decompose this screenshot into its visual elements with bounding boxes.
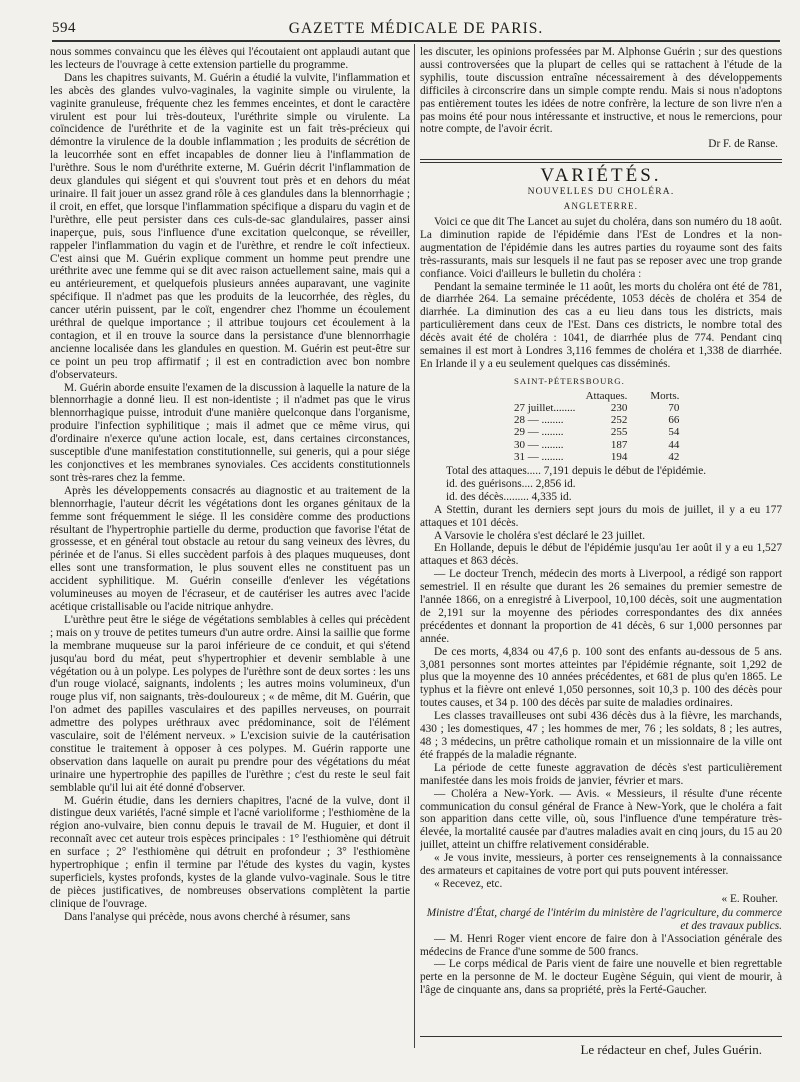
section-subtitle: NOUVELLES DU CHOLÉRA. bbox=[527, 187, 675, 198]
left-column bbox=[50, 46, 410, 1050]
totals-note: id. bbox=[559, 490, 572, 503]
totals-label: id. des guérisons.... bbox=[446, 477, 533, 490]
footer-rule bbox=[420, 1036, 782, 1037]
paragraph: L'urèthre peut être le siége de végétations semblables à celles qui précèdent ; mais on y trouve de petites tumeurs d'un autre ordre. Ainsi la saillie que forme la membrane muqueuse sur la paroi inférieure de ce conduit, et qui s'étend jusqu'au bord du méat, peut s'hypertrophier et devenir semblable à une végétation ou à un polype. Les polypes de l'urèthre sont de deux sortes : les uns d'un rouge violacé, saignants, indolents ; les autres moins volumineux, d'un rouge plus vif, non saignants, très-douloureux ; « de même, dit M. Guérin, que l'on admet des papilles vasculaires et des papilles nerveuses, on pourrait admettre des polypes uréthraux avec prédominance, soit de l'élément vasculaire, soit de l'élément nerveux. » L'excision suivie de la cautérisation constitue le traitement à opposer à ces polypes. M. Guérin rapporte une observation dans laquelle on aurait pu prendre pour des végétations du méat urinaire une hypertrophie des papilles de l'urèthre ; c'est du reste le seul fait semblable qu'il lui ait été donné d'observer. bbox=[50, 613, 410, 794]
minister-title: Ministre d'État, chargé de l'intérim du ministère de l'agriculture, du commerce et des travaux publics. bbox=[426, 906, 782, 932]
totals-row bbox=[446, 491, 782, 504]
editor-credit: Le rédacteur en chef, Jules Guérin. bbox=[580, 1042, 762, 1057]
date-cell: 29 — ........ bbox=[514, 426, 564, 439]
table-row bbox=[514, 439, 685, 451]
paragraph: Après les développements consacrés au diagnostic et au traitement de la blennorrhagie, l'auteur décrit les végétations dont les organes génitaux de la femme sont fréquemment le siége. Il les considère comme des productions résultant de l'hypertrophie partielle du derme, production que favorise l'état de grossesse, et en général tout obstacle au retour du sang veineux des lèvres, du périnée et de l'anus. Si elles succèdent parfois à des plaques muqueuses, dont elles sont une transformation, le plus souvent elles ne constituent pas un accident syphilitique. M. Guérin conseille d'enlever les végétations volumineuses au moyen de l'écraseur, et de cautériser les autres avec l'acide acétique cristallisable ou l'acide nitrique anhydre. bbox=[50, 484, 410, 613]
totals-note: depuis le début de l'épidémie. bbox=[571, 464, 707, 477]
paragraph: — Le docteur Trench, médecin des morts à Liverpool, a rédigé son rapport semestriel. Il en résulte que durant les 26 semaines du premier semestre de l'année 1866, on a enregistré à Liverpool, 10,100 décès, soit une augmentation de 2,191 sur la moyenne des périodes correspondantes des dix années précédentes et donnant la proportion de 41 décès, 6 sur 1,000 personnes par année. bbox=[420, 568, 782, 645]
paragraph: Voici ce que dit The Lancet au sujet du choléra, dans son numéro du 18 août. La diminution rapide de l'épidémie dans l'Est de Londres et la non-augmentation de l'épidémie dans les autres parties du royaume sont des faits très-rassurants, mais sur lesquels il ne faut pas se reposer avec une trop grande confiance. Voici d'ailleurs le bulletin du choléra : bbox=[420, 215, 782, 280]
column-header: Attaques. bbox=[585, 389, 628, 402]
country-heading: ANGLETERRE. bbox=[563, 201, 639, 212]
paragraph: les discuter, les opinions professées par M. Alphonse Guérin ; sur des questions aussi controversées que la plupart de celles qui se rattachent à l'étude de la syphilis, toute discussion entraîne nécessairement à des développements difficiles à circonscrire dans un simple compte rendu. Mais si nous n'adoptons pas entièrement toutes les idées de notre confrère, la lecture de son livre n'en a pas moins été pour nous intéressante et instructive, et nous le remercions, pour notre compte, de l'avoir écrit. bbox=[420, 46, 782, 136]
author-signature: Dr F. de Ranse. bbox=[708, 138, 778, 151]
deaths-cell: 66 bbox=[668, 414, 680, 427]
totals-value: 4,335 bbox=[531, 490, 558, 503]
paragraph: De ces morts, 4,834 ou 47,6 p. 100 sont des enfants au-dessous de 5 ans. 3,081 personnes sont mortes atteintes par l'épidémie régnante, soit 1,292 de plus que la moyenne des 10 années précédentes, et 681 de plus qu'en 1865. Le typhus et la fièvre ont enlevé 1,050 personnes, soit 10,3 p. 100 des décès pour toutes causes, et 34 p. 100 des décès par suite de maladies ordinaires. bbox=[420, 645, 782, 710]
paragraph: « Je vous invite, messieurs, à porter ces renseignements à la connaissance des armateurs et capitaines de votre port qui puts pouvent intéresser. bbox=[420, 852, 782, 878]
date-cell: 30 — ........ bbox=[514, 438, 564, 451]
table-header-row bbox=[514, 390, 685, 402]
paragraph: A Varsovie le choléra s'est déclaré le 23 juillet. bbox=[434, 529, 646, 542]
section-rule bbox=[420, 159, 782, 163]
page-number: 594 bbox=[52, 20, 76, 36]
section-title: VARIÉTÉS. bbox=[540, 165, 662, 187]
paragraph: Pendant la semaine terminée le 11 août, les morts du choléra ont été de 781, de diarrhée 264. La semaine précédente, 1053 décès de choléra et 354 de diarrhée. La diminution des cas a eu lieu dans tous les districts, mais particulièrement dans ceux de l'Est. Dans ces districts, le nombre total des décès avait été de choléra : 1041, de diarrhée plus de 774. Pendant cinq semaines il est mort à Londres 3,116 femmes de choléra et 1,338 de diarrhée. En Irlande il y a eu seulement quelques cas disséminés. bbox=[420, 280, 782, 370]
totals-row bbox=[446, 478, 782, 491]
attacks-cell: 187 bbox=[610, 438, 628, 451]
totals-block bbox=[446, 465, 782, 504]
table-row bbox=[514, 426, 685, 438]
totals-value: 7,191 bbox=[543, 464, 570, 477]
cholera-stats-table bbox=[514, 390, 685, 463]
rouher-signature: « E. Rouher. bbox=[721, 892, 778, 905]
table-row bbox=[514, 451, 685, 463]
table-row bbox=[514, 414, 685, 426]
attacks-cell: 255 bbox=[610, 426, 628, 439]
right-column bbox=[420, 46, 782, 1056]
paragraph: La période de cette funeste aggravation de décès s'est particulièrement manifestée dans les mois froids de janvier, février et mars. bbox=[420, 761, 782, 787]
column-header: Morts. bbox=[650, 389, 680, 402]
date-cell: 28 — ........ bbox=[514, 414, 564, 427]
totals-value: 2,856 bbox=[535, 477, 562, 490]
stats-city-heading: SAINT-PÉTERSBOURG. bbox=[514, 375, 625, 386]
paragraph: nous sommes convaincu que les élèves qui l'écoutaient ont applaudi autant que les lecteurs de l'ouvrage à cette extension partielle du programme. bbox=[50, 46, 410, 71]
table-row bbox=[514, 402, 685, 414]
column-divider bbox=[414, 44, 415, 1048]
paragraph: En Hollande, depuis le début de l'épidémie jusqu'au 1er août il y a eu 1,527 attaques et 863 décès. bbox=[420, 542, 782, 568]
paragraph: M. Guérin aborde ensuite l'examen de la discussion à laquelle la nature de la blennorrhagie a donné lieu. Il est non-identiste ; il n'admet pas que le virus blennorrhagique puisse, introduit d'une manière quelconque dans l'organisme, produire l'infection syphilitique ; mais il admet que ce même virus, qui d'ordinaire n'exerce qu'une action locale, est, dans certaines circonstances, susceptible d'une manifestation constitutionnelle, sui generis, qui a pour siége les conjonctives et les membranes synoviales. Ces accidents constitutionnels sont très-rares chez la femme. bbox=[50, 381, 410, 484]
deaths-cell: 70 bbox=[668, 401, 680, 414]
header-rule bbox=[52, 40, 780, 42]
paragraph: « Recevez, etc. bbox=[434, 877, 503, 890]
date-cell: 31 — ........ bbox=[514, 450, 564, 463]
totals-row bbox=[446, 465, 782, 478]
page-header bbox=[52, 14, 780, 42]
paragraph: Les classes travailleuses ont subi 436 décès dus à la fièvre, les marchands, 430 ; les domestiques, 47 ; les hommes de mer, 76 ; les soldats, 8 ; les autres, 48 ; 3 médecins, un prêtre catholique romain et un missionnaire de la ville ont été frappés de la maladie régnante. bbox=[420, 710, 782, 761]
totals-label: id. des décès......... bbox=[446, 490, 529, 503]
paragraph: — Choléra a New-York. — Avis. « Messieurs, il résulte d'une récente communication du consul général de France à New-York, que le choléra a fait son apparition dans cette ville, où, sous l'influence d'une température très-élevée, la mortalité causée par d'autres maladies avait en cinq jours, du 15 au 20 juillet, atteint un chiffre relativement considérable. bbox=[420, 787, 782, 852]
attacks-cell: 230 bbox=[610, 401, 628, 414]
attacks-cell: 252 bbox=[610, 414, 628, 427]
paragraph: A Stettin, durant les derniers sept jours du mois de juillet, il y a eu 177 attaques et 101 décès. bbox=[420, 503, 782, 529]
attacks-cell: 194 bbox=[610, 450, 628, 463]
totals-note: id. bbox=[564, 477, 576, 490]
paragraph: Dans l'analyse qui précède, nous avons cherché à résumer, sans bbox=[64, 910, 351, 923]
paragraph: M. Guérin étudie, dans les derniers chapitres, l'acné de la vulve, dont il distingue deux variétés, l'acné simple et l'acné varioliforme ; l'esthiomène de la région ano-vulvaire, bien connu depuis le travail de M. Huguier, et dont il reconnaît avec cet auteur trois espèces principales : 1° l'esthiomène qui détruit en surface ; 2° l'esthiomène qui détruit en profondeur ; 3° l'esthiomène hypertrophique ; enfin il termine par l'étude des kystes du vagin, kystes superficiels, kystes profonds, kystes de la glande vulvo-vaginale. Sous le titre de pièces justificatives, de nombreuses observations complètent la partie clinique de l'ouvrage. bbox=[50, 794, 410, 910]
paragraph: — M. Henri Roger vient encore de faire don à l'Association générale des médecins de France d'une somme de 500 francs. bbox=[420, 932, 782, 958]
deaths-cell: 42 bbox=[668, 450, 680, 463]
deaths-cell: 54 bbox=[668, 426, 680, 439]
date-cell: 27 juillet........ bbox=[514, 401, 576, 414]
totals-label: Total des attaques..... bbox=[446, 464, 541, 477]
deaths-cell: 44 bbox=[668, 438, 680, 451]
paragraph: — Le corps médical de Paris vient de faire une nouvelle et bien regrettable perte en la personne de M. le docteur Eugène Séguin, qui vient de mourir, à l'âge de cinquante ans, dans sa propriété, près la Ferté-Gaucher. bbox=[420, 958, 782, 997]
running-title: GAZETTE MÉDICALE DE PARIS. bbox=[288, 20, 544, 37]
paragraph: Dans les chapitres suivants, M. Guérin a étudié la vulvite, l'inflammation et les abcès des glandes vulvo-vaginales, la vaginite simple ou virulente, la vaginite granuleuse, fréquente chez les femmes enceintes, et dont le caractère virulent est pour lui très-douteux, l'uréthrite simple ou virulente. La coïncidence de l'uréthrite et de la vaginite est un fait très-précieux qui démontre la virulence de la double inflammation ; les produits de sécrétion de la leucorrhée sont en effet incapables de donner lieu à l'inflammation de l'urèthre. Sous le nom d'uréthrite externe, M. Guérin décrit l'inflammation de deux glandules qui siégent et qui s'ouvrent tout près et en dehors du méat urinaire. Il fait jouer un assez grand rôle à ces glandules dans la blennorrhagie ; il croit, en effet, que lorsque l'inflammation spécifique a disparu du vagin et de l'urèthre, elle peut persister dans ces culs-de-sac glandulaires, passer ainsi inaperçue, puis, sous l'influence d'une excitation quelconque, se réveiller, rappeler l'inflammation du vagin et de l'urèthre, et rendre le coït infectieux. C'est ainsi que M. Guérin explique comment un homme peut prendre une uréthrite avec une femme qui se dit avec raison actuellement saine, mais qui a eu antérieurement, et quelquefois plusieurs années auparavant, une vaginite spécifique. Il n'admet pas que les produits de la leucorrhée, des règles, du cancer utérin puissent, par le coït, engendrer chez l'homme un écoulement uréthral de quelque importance ; il attribue toujours cet écoulement à la contagion, et il en trouve la source dans la persistance d'une blennorrhagie ancienne localisée dans les glandules en question. M. Guérin est peut-être sur ce point un peu trop affirmatif ; il est en contradiction avec bon nombre d'observateurs. bbox=[50, 71, 410, 381]
